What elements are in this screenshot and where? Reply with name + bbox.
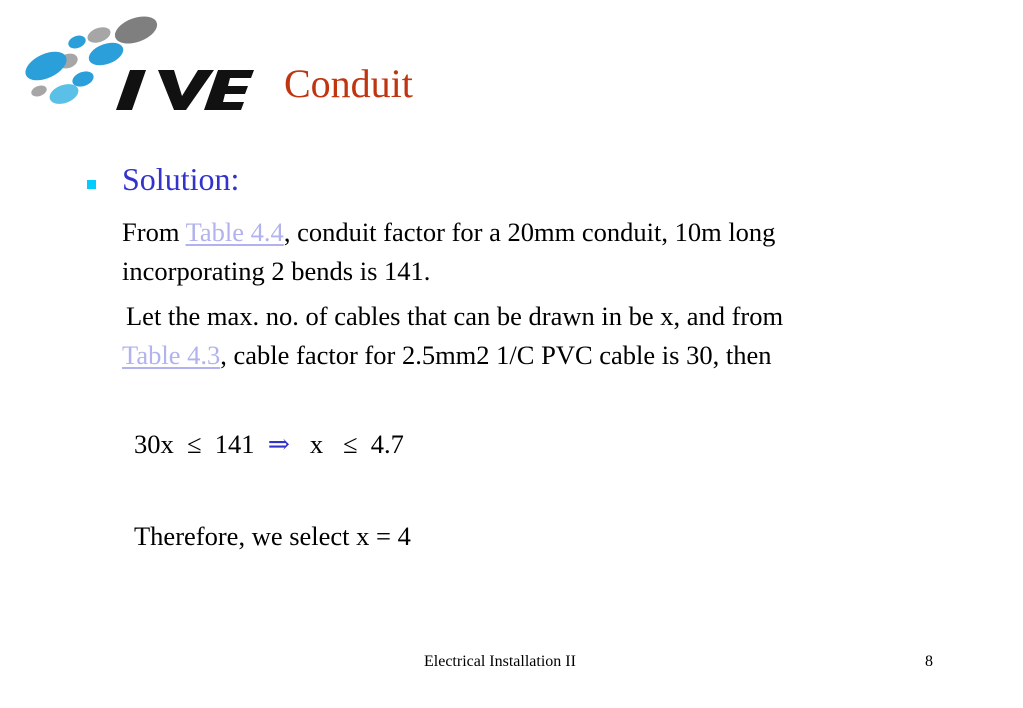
bullet-marker bbox=[87, 180, 96, 189]
conclusion-text: Therefore, we select x = 4 bbox=[134, 521, 411, 551]
equation-right: x ≤ 4.7 bbox=[290, 429, 404, 459]
logo-dot bbox=[66, 33, 87, 50]
logo-dot bbox=[86, 38, 127, 69]
para2-line1: Let the max. no. of cables that can be drawn in be x, and from bbox=[126, 301, 784, 331]
ive-logo bbox=[22, 14, 258, 114]
para1-prefix: From bbox=[122, 217, 186, 247]
table-4-3-link[interactable]: Table 4.3 bbox=[122, 339, 221, 370]
logo-dot bbox=[85, 24, 112, 45]
table-4-4-link[interactable]: Table 4.4 bbox=[185, 217, 284, 247]
logo-letter-e bbox=[204, 70, 254, 110]
inequality-equation bbox=[134, 424, 404, 464]
para1-line2: incorporating 2 bends is 141. bbox=[122, 255, 431, 286]
logo-letter-i bbox=[116, 70, 146, 110]
para2-rest: , cable factor for 2.5mm2 1/C PVC cable is 30, then bbox=[220, 339, 772, 370]
para1-rest: , conduit factor for a 20mm conduit, 10m long bbox=[283, 217, 776, 247]
logo-dot bbox=[30, 84, 48, 99]
implies-arrow: ⇒ bbox=[267, 429, 291, 459]
logo-dot bbox=[22, 46, 71, 86]
slide-title: Conduit bbox=[284, 61, 413, 106]
logo-dot bbox=[111, 14, 161, 49]
solution-heading: Solution: bbox=[122, 161, 240, 197]
paragraph-conduit-factor bbox=[122, 213, 775, 290]
equation-left: 30x ≤ 141 bbox=[134, 429, 268, 459]
paragraph-cable-factor bbox=[122, 297, 783, 374]
footer-course-name: Electrical Installation II bbox=[424, 653, 576, 670]
page-number: 8 bbox=[925, 653, 933, 670]
logo-letter-v bbox=[158, 70, 214, 110]
